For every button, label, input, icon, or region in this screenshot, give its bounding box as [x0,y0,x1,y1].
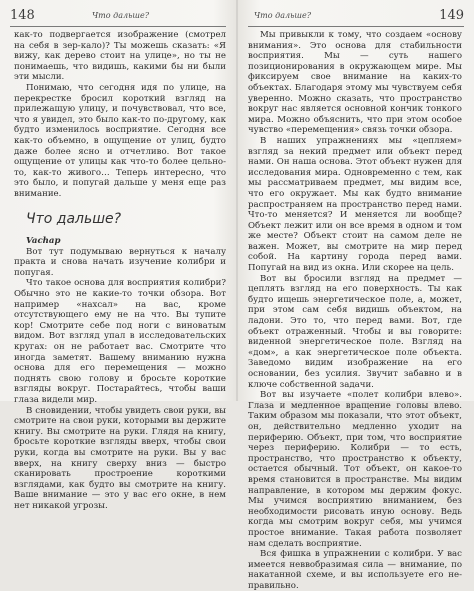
left-paragraph-5: В сновидении, чтобы увидеть свои руки, вы смотрите на свои руки, которыми вы держите книгу. Вы смотрите на руки. Глядя на книгу, бросьте короткие взгляды вверх, чтобы свои руки, когда вы смотрите на руки. Вы у вас вверх, на книгу сверху вниз — быстро сканировать простроение короткими взглядами, как будто вы смотрите на книгу. Ваше внимание — это у вас его окне, в нем нет никакой угрозы. [14,405,226,511]
section-signer: Vachap [26,236,61,247]
left-paragraph-4: Что такое основа для восприятия колибри? Обычно это не какие-то точки обзора. Вот например «нахсал» на вас, кроме отсутствующего ему не на что. Вы тупите кор! Смотрите себе под ноги с виноватым видом. Вот взгляд упал в исследовательских кругах: он не работает вас. Смотрите что иногда заметят. Вашему вниманию нужна основа для его перемещения — можно поднять свою голову и бросьте короткие взгляды вокруг. Постарайтесь, чтобы ваши глаза видели мир. [14,278,226,405]
left-page-number: 148 [10,8,35,23]
left-page [0,0,236,511]
right-page [238,0,474,591]
left-running-head: Что дальше? [92,11,150,20]
left-paragraph-1: как-то подвергается изображение (смотрел на себя в зер-кало)? Ты можешь сказать: «Я вижу, как дерево стоит на улице», но ты не понимаешь, что видишь, какими бы ни были эти мысли. [14,30,226,83]
right-page-number: 149 [439,8,464,23]
right-paragraph-1: Мы привыкли к тому, что создаем «основу внимания». Это основа для стабильности восприятия. Мы — суть нашего позиционирования в окружающем мире. Мы фиксируем свое внимание на каких-то объектах. Благодаря этому мы чувствуем себя уверенно. Можно сказать, что пространство вокруг нас является основной кончик тонкого мира. Можно объяснить, что при этом особое чувство «перемещения» связь точки обзора. [248,30,462,136]
right-page-body [248,30,462,591]
right-paragraph-3: Вот вы бросили взгляд на предмет — цеплять взгляд на его поверхность. Ты как будто ищешь энергетическое поле, а, может, при этом сам себя видишь объектом, на ладони. Это то, что перед вами. Вот, где объект отраженный. Чтобы и вы говорите: виденной энергетическое поле. Взгляд на «дом», а как энергетическое поле объекта. Заведомо видим изображение на его основании, без усилия. Звучит забавно и в ключе собственной задачи. [248,273,462,390]
right-paragraph-5: Вся фишка в упражнении с колибри. У вас имеется неввобразимая сила — внимание, по накатанной схеме, и вы используете его не-правильно. [248,549,462,591]
right-paragraph-4: Вот вы изучаете «полет колибри влево». Глаза и медленное вращение головы влево. Таким образом мы показали, что этот объект, он, действительно медленно уходит на периферию. Объект, при том, что восприятие через периферию. Колибри — то есть, пространство, что пространство к объекту, остается обычный. Тот объект, он какое-то время становится в пространстве. Мы видим направление, в котором мы держим фокус. Мы учимся восприятию вниманием, без необходимости рисовать иную основу. Ведь когда мы смотрим вокруг себя, мы учимся простое внимание. Такая работа позволяет нам сделать восприятие. [248,390,462,549]
right-paragraph-2: В наших упражнениях мы «цепляем» взгляд за некий предмет или объект перед нами. Он наша основа. Этот объект нужен для исследования мира. Одновременно с тем, как мы рассматриваем предмет, мы видим все, что его окружает. Мы как будто внимание распространяем на пространство перед нами. Что-то меняется? И меняется ли вообще? Объект лежит или он все время в одном и том же месте? Объект стоит на самом деле не важен. Может, вы смотрите на мир перед собой. На картину города перед вами. Попугай на вид из окна. Или скорее на цель. [248,135,462,274]
left-paragraph-2: Понимаю, что сегодня идя по улице, на перекрестке бросил короткий взгляд на прилежащую улицу, и почувствовал, что все, что я увидел, это было как-то по-другому, как будто изменилось восприятие. Сегодня все как-то объемно, в ощущение от улиц, будто даже более ясно и отчетливо. Вот такое ощущение от улицы как что-то более цельно-то, как-то живого… Теперь интересно, что это было, и попугай дальше у меня еще раз внимание. [14,82,226,199]
right-page-header [248,8,464,27]
right-running-head: Что дальше? [254,11,312,20]
left-page-body [14,30,226,512]
left-page-header [10,8,226,27]
left-paragraph-3: Вот тут подумываю вернуться к началу практа и снова начать изучение колибри и попугая. [14,246,226,278]
section-title: Что дальше? [26,210,122,227]
